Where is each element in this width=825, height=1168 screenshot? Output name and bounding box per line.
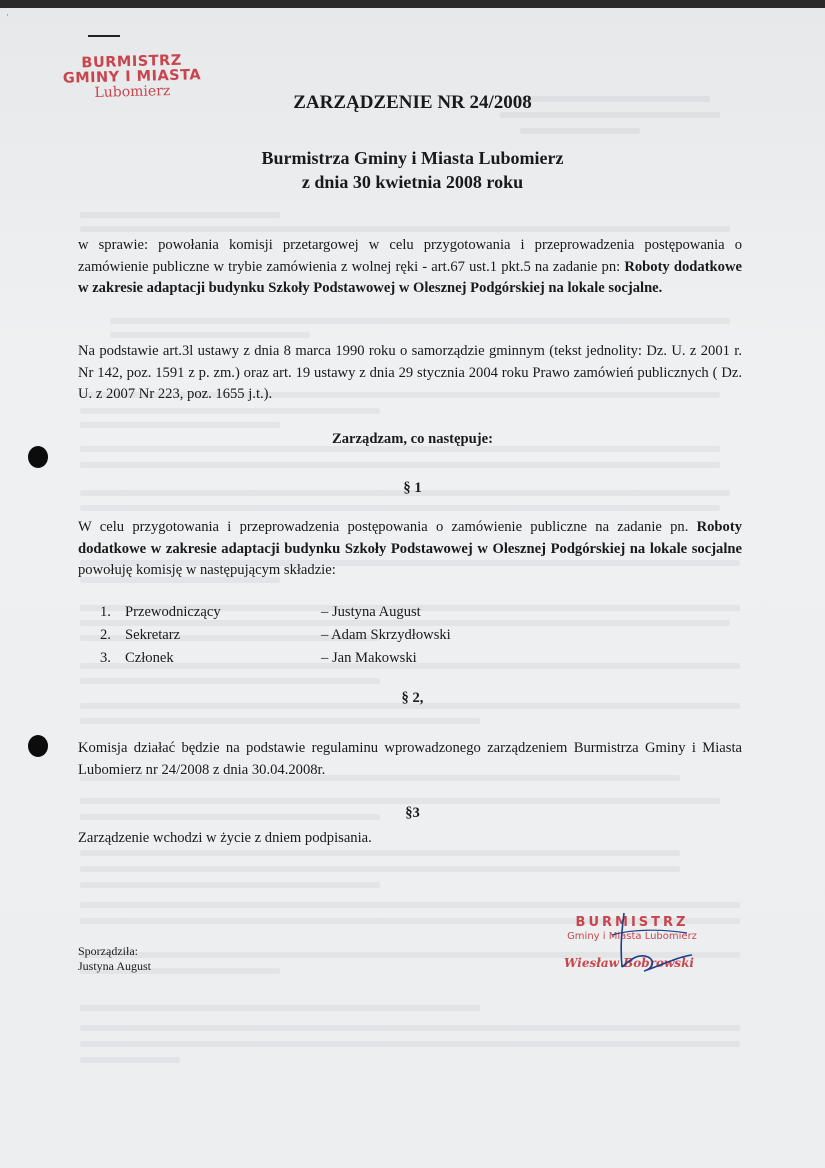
member-number: 2.: [100, 627, 111, 643]
member-row: [100, 647, 500, 670]
section-1-text-after: powołuję komisję w następującym składzie:: [78, 562, 336, 578]
signature-title: BURMISTRZ: [575, 915, 689, 930]
signature-subtitle: Gminy i Miasta Lubomierz: [567, 931, 697, 942]
section-1-paragraph: [78, 517, 742, 582]
intro-text: w sprawie: powołania komisji przetargowej w celu przygotowania i przeprowadzenia postępowania o zamówienie publiczne w trybie zamówienia z wolnej ręki - art.67 ust.1 pkt.5 na zadanie pn:: [78, 237, 742, 275]
intro-task-name: Roboty dodatkowe w zakresie adaptacji budynku Szkoły Podstawowej w Olesznej Podgórskiej na lokale socjalne.: [78, 258, 742, 296]
signature-stamp: [552, 915, 712, 970]
section-3-paragraph: Zarządzenie wchodzi w życie z dniem podpisania.: [78, 830, 372, 846]
section-1-text-before: W celu przygotowania i przeprowadzenia postępowania o zamówienie publiczne na zadanie pn.: [78, 519, 697, 535]
member-name: – Justyna August: [321, 604, 421, 620]
header-rule: [88, 35, 120, 37]
stamp-line-1: BURMISTRZ: [81, 52, 182, 72]
section-1-heading: § 1: [403, 480, 422, 496]
member-number: 3.: [100, 650, 111, 666]
stamp-line-3: Lubomierz: [94, 83, 171, 102]
section-2-paragraph: Komisja działać będzie na podstawie regulaminu wprowadzonego zarządzeniem Burmistrza Gminy i Miasta Lubomierz nr 24/2008 z dnia 30.04.2008r.: [78, 740, 742, 778]
scan-corner-mark: ·: [6, 10, 9, 20]
handwritten-signature: [552, 905, 712, 975]
intro-paragraph: [78, 235, 742, 300]
prepared-by-name: Justyna August: [78, 959, 152, 973]
member-row: [100, 624, 500, 647]
member-role: Przewodniczący: [125, 604, 221, 620]
prepared-by: [78, 944, 151, 974]
date-line: z dnia 30 kwietnia 2008 roku: [301, 172, 524, 192]
section-3-heading: §3: [405, 805, 420, 821]
legal-basis-paragraph: Na podstawie art.3l ustawy z dnia 8 marca 1990 roku o samorządzie gminnym (tekst jednolity: Dz. U. z 2001 r. Nr 142, poz. 1591 z p. zm.) oraz art. 19 ustawy z dnia 29 stycznia 2004 roku Prawo zamówień publicznych ( Dz. U. z 2007 Nr 223, poz. 1655 j.t.).: [78, 343, 742, 402]
member-role: Członek: [125, 650, 174, 666]
issuer-line: Burmistrza Gminy i Miasta Lubomierz: [261, 148, 564, 168]
section-1-task-name: Roboty dodatkowe w zakresie adaptacji budynku Szkoły Podstawowej w Olesznej Podgórskiej na lokale socjalne: [78, 519, 742, 557]
member-name: – Jan Makowski: [321, 650, 417, 666]
stamp-line-2: GMINY I MIASTA: [62, 67, 202, 88]
commission-members-list: [100, 601, 500, 670]
member-number: 1.: [100, 604, 111, 620]
order-heading: Zarządzam, co następuje:: [332, 431, 493, 447]
punch-hole: [28, 446, 48, 468]
member-row: [100, 601, 500, 624]
section-2-heading: § 2,: [401, 690, 424, 706]
document-title: ZARZĄDZENIE NR 24/2008: [293, 92, 532, 113]
member-name: – Adam Skrzydłowski: [321, 627, 451, 643]
scan-top-edge: [0, 0, 825, 8]
prepared-by-label: Sporządziła:: [78, 944, 138, 958]
member-role: Sekretarz: [125, 627, 181, 643]
signature-name: Wiesław Bobrowski: [564, 956, 694, 970]
punch-hole: [28, 735, 48, 757]
